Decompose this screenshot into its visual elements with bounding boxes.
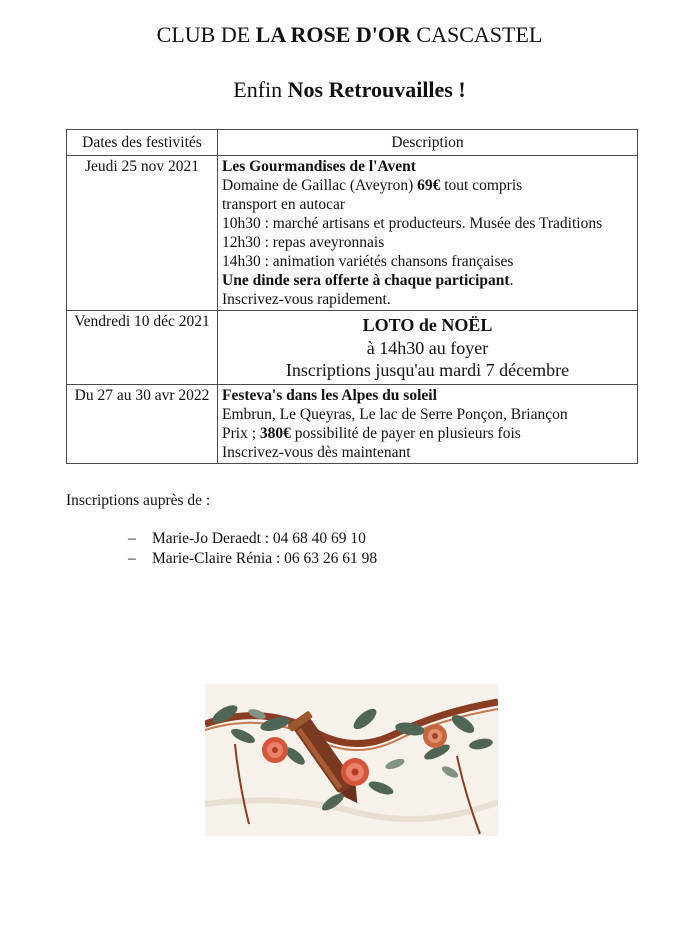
event-line: Embrun, Le Queyras, Le lac de Serre Ponçon, Briançon bbox=[222, 405, 568, 423]
decorative-garland-image bbox=[205, 684, 498, 836]
contacts-intro: Inscriptions auprès de : bbox=[66, 492, 211, 509]
dash-bullet: – bbox=[128, 550, 136, 567]
event-line: à 14h30 au foyer bbox=[366, 337, 489, 358]
event-date: Vendredi 10 déc 2021 bbox=[67, 311, 218, 385]
page-subtitle: Enfin Nos Retrouvailles ! bbox=[233, 77, 466, 102]
contact-text: Marie-Jo Deraedt : 04 68 40 69 10 bbox=[152, 530, 366, 547]
header-description: Description bbox=[218, 130, 638, 156]
event-date: Du 27 au 30 avr 2022 bbox=[67, 384, 218, 463]
event-line: 14h30 : animation variétés chansons françaises bbox=[222, 253, 514, 270]
event-description bbox=[218, 311, 638, 385]
garland-illustration bbox=[205, 684, 498, 836]
table-row bbox=[67, 311, 638, 385]
contact-list bbox=[128, 529, 377, 569]
page-title: CLUB DE LA ROSE D'OR CASCASTEL bbox=[156, 22, 543, 47]
event-line: Inscriptions jusqu'au mardi 7 décembre bbox=[285, 360, 570, 380]
event-line: Une dinde sera offerte à chaque participant. bbox=[222, 272, 514, 289]
header-dates: Dates des festivités bbox=[67, 130, 218, 156]
event-line: 12h30 : repas aveyronnais bbox=[222, 234, 385, 251]
event-title: LOTO de NOËL bbox=[362, 315, 493, 335]
dash-bullet: – bbox=[128, 530, 136, 547]
table-row bbox=[67, 156, 638, 311]
list-item bbox=[128, 549, 377, 569]
event-price: 69€ bbox=[417, 177, 441, 194]
event-line: Inscrivez-vous dès maintenant bbox=[222, 443, 411, 461]
event-title: Les Gourmandises de l'Avent bbox=[222, 158, 416, 175]
event-line: 10h30 : marché artisans et producteurs. Musée des Traditions bbox=[222, 215, 603, 232]
list-item bbox=[128, 529, 377, 549]
event-description bbox=[218, 384, 638, 463]
event-line: Inscrivez-vous rapidement. bbox=[222, 291, 391, 308]
event-line: Domaine de Gaillac (Aveyron) 69€ tout compris bbox=[222, 177, 523, 194]
table-row bbox=[67, 384, 638, 463]
events-table bbox=[66, 129, 638, 464]
event-line: Prix ; 380€ possibilité de payer en plusieurs fois bbox=[222, 424, 521, 442]
event-description bbox=[218, 156, 638, 311]
table-header-row bbox=[67, 130, 638, 156]
event-date: Jeudi 25 nov 2021 bbox=[67, 156, 218, 311]
event-title: Festeva's dans les Alpes du soleil bbox=[222, 386, 437, 404]
event-price: 380€ bbox=[259, 424, 291, 442]
event-line: transport en autocar bbox=[222, 196, 346, 213]
contact-text: Marie-Claire Rénia : 06 63 26 61 98 bbox=[152, 550, 378, 567]
